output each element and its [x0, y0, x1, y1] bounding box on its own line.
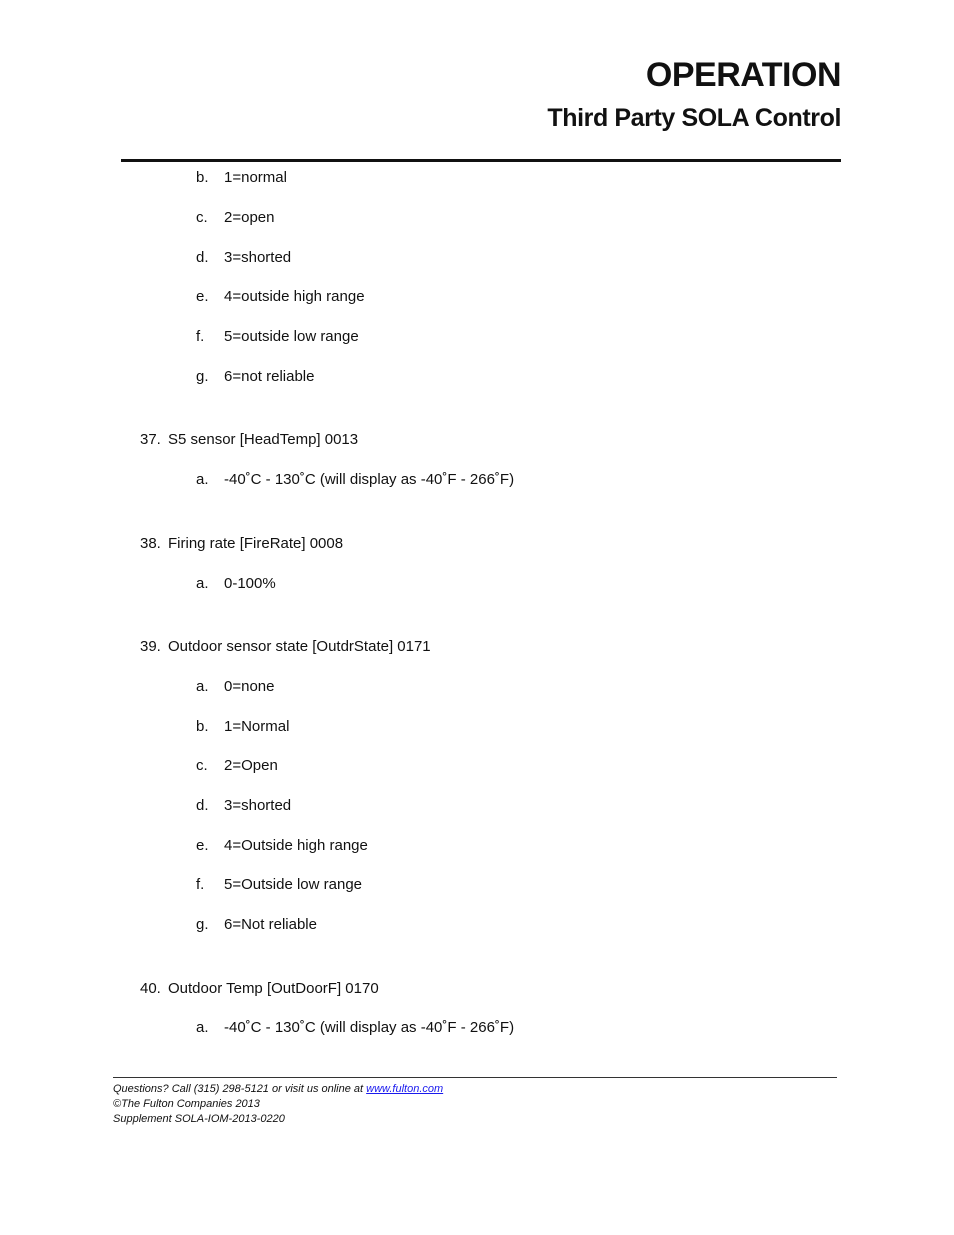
sub-item-text: 6=not reliable [224, 368, 315, 385]
sub-item-letter: b. [196, 718, 209, 735]
sub-item-letter: a. [196, 575, 209, 592]
item-text: Outdoor sensor state [OutdrState] 0171 [168, 638, 431, 655]
sub-item-text: 5=outside low range [224, 328, 359, 345]
sub-item-letter: b. [196, 169, 209, 186]
footer-divider [113, 1077, 837, 1078]
sub-item-letter: f. [196, 876, 205, 893]
item-text: Outdoor Temp [OutDoorF] 0170 [168, 980, 379, 997]
item-number: 39. [140, 638, 161, 655]
sub-item-text: 0-100% [224, 575, 276, 592]
item-text: S5 sensor [HeadTemp] 0013 [168, 431, 359, 448]
sub-item-text: 3=shorted [224, 249, 292, 266]
sub-item-letter: a. [196, 471, 209, 488]
sub-item-text: 2=Open [224, 757, 278, 774]
footer-supplement: Supplement SOLA-IOM-2013-0220 [113, 1113, 285, 1125]
sub-item-text: 4=Outside high range [224, 837, 368, 854]
footer-copyright: ©The Fulton Companies 2013 [113, 1098, 260, 1110]
sub-item-letter: e. [196, 837, 209, 854]
sub-item-letter: f. [196, 328, 205, 345]
sub-item-text: 3=shorted [224, 797, 292, 814]
sub-item-letter: d. [196, 249, 209, 266]
page-title: OPERATION [645, 56, 841, 94]
sub-item-letter: d. [196, 797, 209, 814]
sub-item-letter: c. [196, 209, 208, 226]
sub-item-text: 4=outside high range [224, 288, 365, 305]
sub-item-letter: a. [196, 1019, 209, 1036]
header-divider [121, 159, 841, 162]
sub-item-letter: a. [196, 678, 209, 695]
item-number: 40. [140, 980, 161, 997]
sub-item-text: 5=Outside low range [224, 876, 363, 893]
footer-questions [113, 1082, 443, 1096]
website-link[interactable]: www.fulton.com [366, 1083, 444, 1095]
item-text: Firing rate [FireRate] 0008 [168, 535, 344, 552]
item-number: 38. [140, 535, 161, 552]
sub-item-letter: e. [196, 288, 209, 305]
item-number: 37. [140, 431, 161, 448]
sub-item-text: 1=normal [224, 169, 287, 186]
sub-item-text: 1=Normal [224, 718, 290, 735]
sub-item-letter: c. [196, 757, 208, 774]
sub-item-text: 0=none [224, 678, 275, 695]
page-subtitle: Third Party SOLA Control [547, 104, 841, 132]
sub-item-letter: g. [196, 368, 209, 385]
sub-item-text: 2=open [224, 209, 275, 226]
footer-questions-text: Questions? Call (315) 298-5121 or visit us online at [113, 1083, 367, 1095]
sub-item-text: -40˚C - 130˚C (will display as -40˚F - 266˚F) [224, 471, 515, 488]
sub-item-text: -40˚C - 130˚C (will display as -40˚F - 266˚F) [224, 1019, 515, 1036]
sub-item-letter: g. [196, 916, 209, 933]
sub-item-text: 6=Not reliable [224, 916, 317, 933]
